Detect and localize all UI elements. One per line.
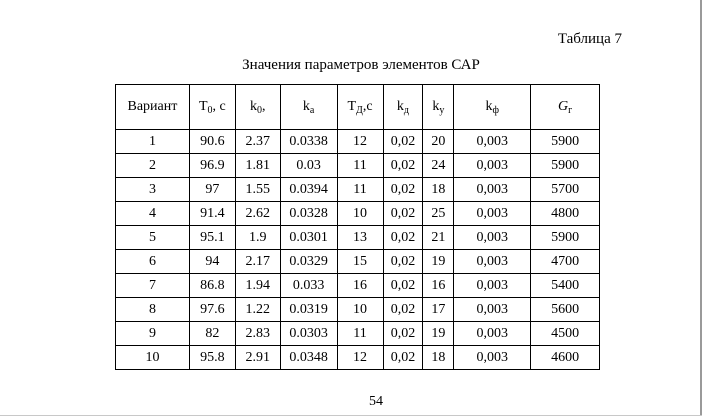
cell-ka: 0.03	[280, 154, 337, 178]
table-title: Значения параметров элементов САР	[242, 57, 480, 73]
table-header-row	[116, 85, 600, 130]
cell-ku: 18	[423, 178, 454, 202]
cell-ku: 20	[423, 130, 454, 154]
cell-ku: 16	[423, 274, 454, 298]
table-row	[116, 322, 600, 346]
cell-kd: 0,02	[383, 346, 423, 370]
cell-kf: 0,003	[454, 274, 531, 298]
cell-td: 11	[337, 178, 383, 202]
cell-t0: 90.6	[189, 130, 235, 154]
cell-t0: 96.9	[189, 154, 235, 178]
cell-kf: 0,003	[454, 346, 531, 370]
cell-ku: 19	[423, 250, 454, 274]
cell-k0: 2.62	[235, 202, 280, 226]
cell-kd: 0,02	[383, 322, 423, 346]
cell-ka: 0.033	[280, 274, 337, 298]
cell-gg: 5600	[531, 298, 600, 322]
cell-t0: 86.8	[189, 274, 235, 298]
cell-kf: 0,003	[454, 250, 531, 274]
table-row	[116, 178, 600, 202]
cell-k0: 2.83	[235, 322, 280, 346]
header-kf: $k_ф$	[454, 85, 531, 130]
cell-t0: 82	[189, 322, 235, 346]
cell-ka: 0.0303	[280, 322, 337, 346]
cell-variant: 7	[116, 274, 190, 298]
cell-ku: 21	[423, 226, 454, 250]
cell-td: 10	[337, 202, 383, 226]
cell-ku: 18	[423, 346, 454, 370]
cell-ku: 24	[423, 154, 454, 178]
cell-kf: 0,003	[454, 322, 531, 346]
cell-kd: 0,02	[383, 178, 423, 202]
cell-variant: 6	[116, 250, 190, 274]
cell-t0: 95.1	[189, 226, 235, 250]
cell-td: 12	[337, 346, 383, 370]
cell-td: 13	[337, 226, 383, 250]
cell-k0: 1.94	[235, 274, 280, 298]
cell-gg: 5700	[531, 178, 600, 202]
header-t0: $T_0$, с	[189, 85, 235, 130]
cell-kf: 0,003	[454, 130, 531, 154]
cell-variant: 5	[116, 226, 190, 250]
cell-ka: 0.0319	[280, 298, 337, 322]
table-row	[116, 346, 600, 370]
cell-td: 15	[337, 250, 383, 274]
table-row	[116, 154, 600, 178]
table-row	[116, 202, 600, 226]
cell-t0: 94	[189, 250, 235, 274]
cell-ka: 0.0338	[280, 130, 337, 154]
cell-ka: 0.0329	[280, 250, 337, 274]
cell-t0: 95.8	[189, 346, 235, 370]
header-td: $T_Д,с$	[337, 85, 383, 130]
header-ku: $k_у$	[423, 85, 454, 130]
header-ka: $k_a$	[280, 85, 337, 130]
cell-ku: 25	[423, 202, 454, 226]
cell-k0: 2.17	[235, 250, 280, 274]
header-gg: $G_г$	[531, 85, 600, 130]
table-row	[116, 250, 600, 274]
header-kd: $k_д$	[383, 85, 423, 130]
cell-td: 11	[337, 154, 383, 178]
cell-variant: 2	[116, 154, 190, 178]
cell-kf: 0,003	[454, 298, 531, 322]
cell-kf: 0,003	[454, 154, 531, 178]
cell-t0: 91.4	[189, 202, 235, 226]
cell-k0: 2.91	[235, 346, 280, 370]
cell-gg: 5900	[531, 154, 600, 178]
cell-k0: 2.37	[235, 130, 280, 154]
cell-gg: 4700	[531, 250, 600, 274]
cell-kf: 0,003	[454, 226, 531, 250]
cell-td: 12	[337, 130, 383, 154]
cell-variant: 10	[116, 346, 190, 370]
table-number: Таблица 7	[557, 31, 622, 47]
cell-gg: 5900	[531, 226, 600, 250]
header-k0: $k_0$,	[235, 85, 280, 130]
cell-variant: 8	[116, 298, 190, 322]
parameters-table	[115, 84, 600, 370]
cell-variant: 4	[116, 202, 190, 226]
cell-td: 16	[337, 274, 383, 298]
table-row	[116, 130, 600, 154]
cell-kd: 0,02	[383, 274, 423, 298]
cell-ka: 0.0394	[280, 178, 337, 202]
cell-td: 10	[337, 298, 383, 322]
cell-kd: 0,02	[383, 130, 423, 154]
cell-variant: 9	[116, 322, 190, 346]
cell-kd: 0,02	[383, 298, 423, 322]
cell-ku: 17	[423, 298, 454, 322]
table-row	[116, 274, 600, 298]
cell-variant: 1	[116, 130, 190, 154]
cell-gg: 4600	[531, 346, 600, 370]
cell-k0: 1.81	[235, 154, 280, 178]
cell-t0: 97.6	[189, 298, 235, 322]
cell-gg: 4800	[531, 202, 600, 226]
cell-variant: 3	[116, 178, 190, 202]
cell-kd: 0,02	[383, 202, 423, 226]
cell-kf: 0,003	[454, 178, 531, 202]
cell-k0: 1.9	[235, 226, 280, 250]
cell-gg: 4500	[531, 322, 600, 346]
cell-k0: 1.22	[235, 298, 280, 322]
cell-ka: 0.0348	[280, 346, 337, 370]
cell-t0: 97	[189, 178, 235, 202]
cell-kf: 0,003	[454, 202, 531, 226]
cell-td: 11	[337, 322, 383, 346]
cell-kd: 0,02	[383, 250, 423, 274]
cell-gg: 5900	[531, 130, 600, 154]
cell-ku: 19	[423, 322, 454, 346]
cell-ka: 0.0301	[280, 226, 337, 250]
cell-gg: 5400	[531, 274, 600, 298]
page-number: 54	[369, 394, 383, 409]
cell-kd: 0,02	[383, 154, 423, 178]
table-row	[116, 298, 600, 322]
cell-kd: 0,02	[383, 226, 423, 250]
table-row	[116, 226, 600, 250]
cell-k0: 1.55	[235, 178, 280, 202]
header-variant: Вариант	[116, 85, 190, 130]
cell-ka: 0.0328	[280, 202, 337, 226]
